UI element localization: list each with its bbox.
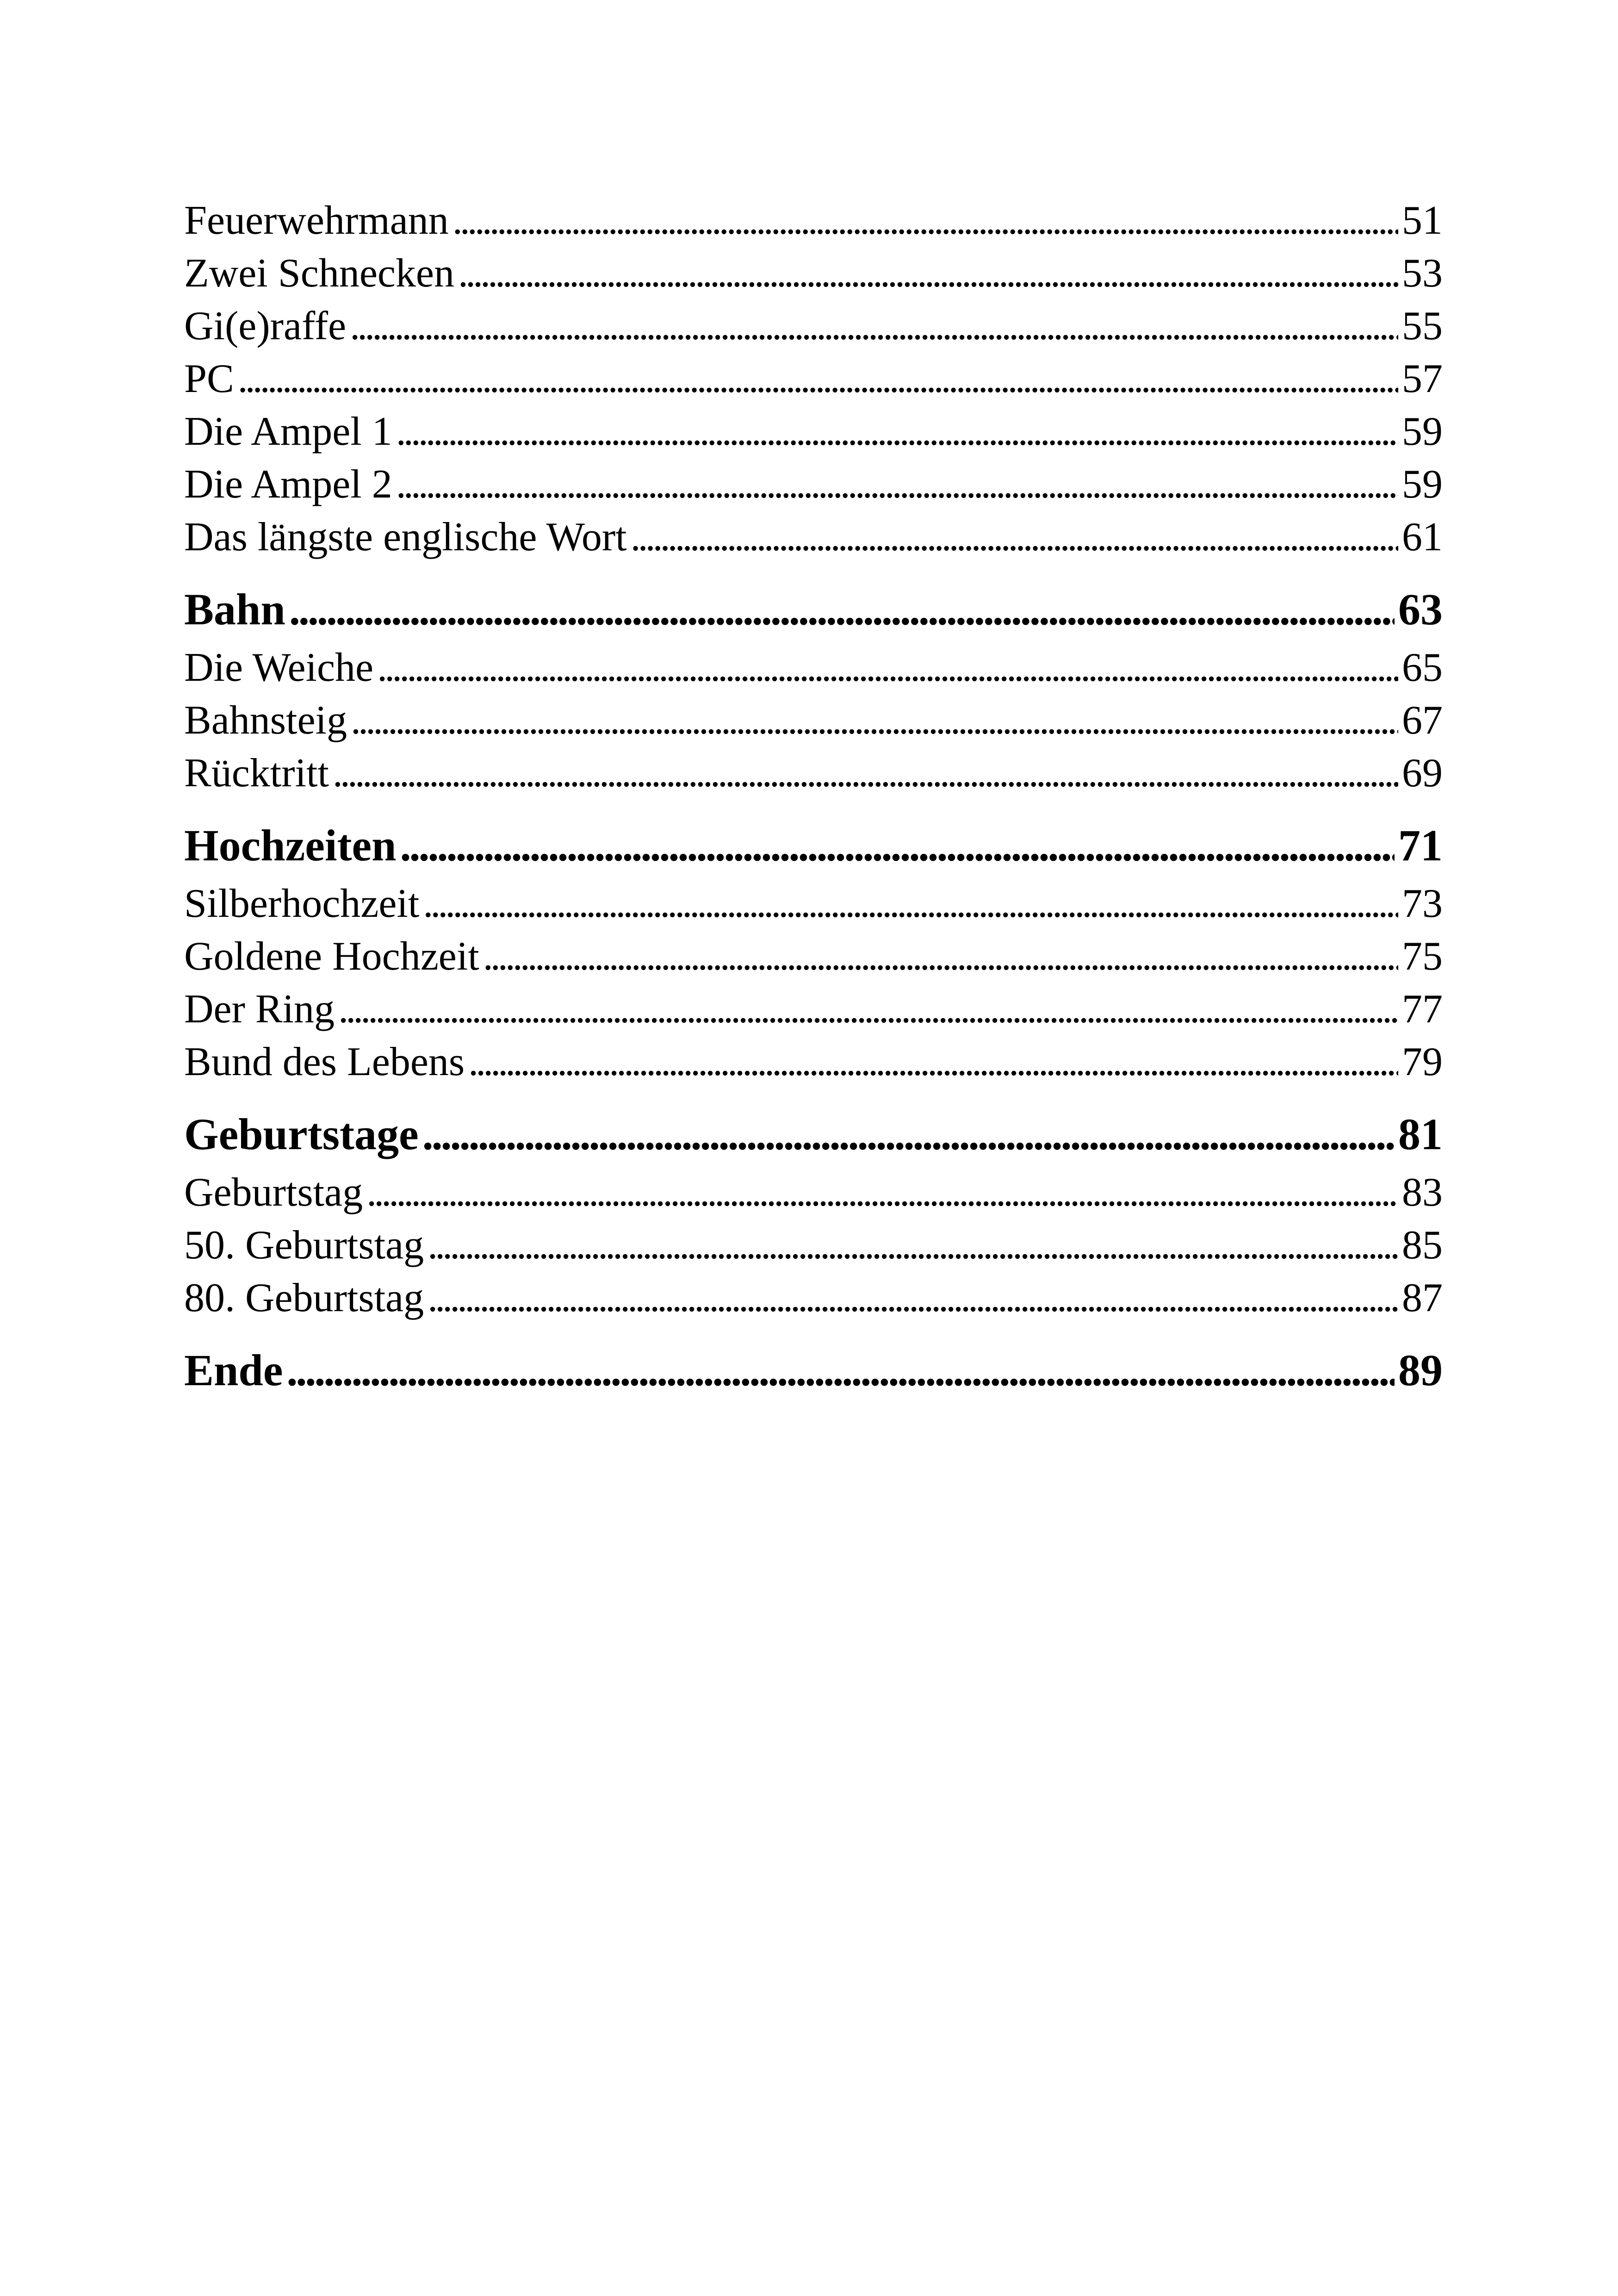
dot-leader bbox=[289, 578, 1395, 641]
toc-entry-title: Silberhochzeit bbox=[184, 881, 420, 926]
toc-entry-title: Bund des Lebens bbox=[184, 1039, 465, 1084]
toc-entry[interactable] bbox=[184, 511, 1443, 564]
toc-section-title: Bahn bbox=[184, 585, 285, 634]
toc-entry-title: Das längste englische Wort bbox=[184, 515, 627, 560]
toc-entry[interactable] bbox=[184, 247, 1443, 300]
toc-entry-page: 67 bbox=[1402, 698, 1443, 743]
toc-entry[interactable] bbox=[184, 1036, 1443, 1089]
toc-group bbox=[184, 814, 1443, 1089]
toc-section-title: Hochzeiten bbox=[184, 821, 397, 870]
dot-leader bbox=[468, 1036, 1398, 1089]
dot-leader bbox=[338, 983, 1398, 1036]
toc-entry[interactable] bbox=[184, 983, 1443, 1036]
dot-leader bbox=[351, 694, 1398, 747]
toc-entry[interactable] bbox=[184, 641, 1443, 694]
toc-entry[interactable] bbox=[184, 694, 1443, 747]
dot-leader bbox=[350, 300, 1398, 353]
dot-leader bbox=[396, 405, 1398, 458]
toc-entry-title: Rücktritt bbox=[184, 751, 329, 796]
toc-entry[interactable] bbox=[184, 747, 1443, 800]
toc-entry-title: 50. Geburtstag bbox=[184, 1223, 424, 1268]
toc-entry-title: 80. Geburtstag bbox=[184, 1276, 424, 1320]
toc-section-page: 89 bbox=[1398, 1345, 1443, 1395]
toc-entry-page: 59 bbox=[1402, 462, 1443, 507]
toc-entry-page: 87 bbox=[1402, 1276, 1443, 1320]
toc-entry-title: Bahnsteig bbox=[184, 698, 347, 743]
toc-section-heading[interactable] bbox=[184, 1338, 1443, 1402]
toc-entry-title: Die Ampel 2 bbox=[184, 462, 392, 507]
toc-entry[interactable] bbox=[184, 353, 1443, 405]
dot-leader bbox=[396, 458, 1398, 511]
toc-entry[interactable] bbox=[184, 1166, 1443, 1219]
toc-entry-page: 59 bbox=[1402, 409, 1443, 454]
toc-entry-page: 73 bbox=[1402, 881, 1443, 926]
toc-group bbox=[184, 1102, 1443, 1325]
toc-entry-page: 57 bbox=[1402, 356, 1443, 401]
toc-section-page: 71 bbox=[1398, 821, 1443, 870]
toc-entry-page: 79 bbox=[1402, 1039, 1443, 1084]
dot-leader bbox=[333, 747, 1398, 800]
toc-entry-title: Die Ampel 1 bbox=[184, 409, 392, 454]
toc-entry-page: 55 bbox=[1402, 304, 1443, 348]
toc-entry-title: Gi(e)raffe bbox=[184, 304, 347, 348]
toc-entry-page: 83 bbox=[1402, 1170, 1443, 1215]
toc-section-page: 81 bbox=[1398, 1109, 1443, 1159]
toc-entry-title: Der Ring bbox=[184, 987, 335, 1032]
dot-leader bbox=[286, 1338, 1395, 1402]
dot-leader bbox=[238, 353, 1398, 405]
toc-entry-title: Die Weiche bbox=[184, 645, 374, 690]
toc-entry[interactable] bbox=[184, 405, 1443, 458]
toc-entry[interactable] bbox=[184, 458, 1443, 511]
toc-entry-title: Goldene Hochzeit bbox=[184, 934, 479, 979]
dot-leader bbox=[428, 1219, 1398, 1272]
toc-entry[interactable] bbox=[184, 1219, 1443, 1272]
toc-group bbox=[184, 194, 1443, 564]
toc-entry-page: 75 bbox=[1402, 934, 1443, 979]
dot-leader bbox=[458, 247, 1398, 300]
dot-leader bbox=[453, 194, 1398, 247]
toc-entry-title: Zwei Schnecken bbox=[184, 251, 454, 296]
toc-entry-page: 69 bbox=[1402, 751, 1443, 796]
toc-section-title: Ende bbox=[184, 1345, 283, 1395]
toc-entry-page: 61 bbox=[1402, 515, 1443, 560]
toc-entry[interactable] bbox=[184, 300, 1443, 353]
dot-leader bbox=[422, 1102, 1395, 1166]
toc-entry-page: 77 bbox=[1402, 987, 1443, 1032]
toc-section-heading[interactable] bbox=[184, 578, 1443, 641]
toc-entry[interactable] bbox=[184, 1272, 1443, 1325]
toc-entry-page: 65 bbox=[1402, 645, 1443, 690]
toc-entry-page: 85 bbox=[1402, 1223, 1443, 1268]
toc-group bbox=[184, 578, 1443, 800]
toc-entry[interactable] bbox=[184, 877, 1443, 930]
toc-entry-title: PC bbox=[184, 356, 234, 401]
toc-entry[interactable] bbox=[184, 194, 1443, 247]
toc-entry-page: 53 bbox=[1402, 251, 1443, 296]
toc-section-heading[interactable] bbox=[184, 814, 1443, 877]
dot-leader bbox=[423, 877, 1398, 930]
dot-leader bbox=[428, 1272, 1398, 1325]
toc-entry-title: Feuerwehrmann bbox=[184, 198, 449, 243]
dot-leader bbox=[631, 511, 1398, 564]
dot-leader bbox=[377, 641, 1398, 694]
toc-group bbox=[184, 1338, 1443, 1402]
dot-leader bbox=[400, 814, 1395, 877]
toc-section-title: Geburtstage bbox=[184, 1109, 419, 1159]
dot-leader bbox=[366, 1166, 1398, 1219]
toc-entry[interactable] bbox=[184, 930, 1443, 983]
toc-entry-title: Geburtstag bbox=[184, 1170, 363, 1215]
table-of-contents bbox=[184, 194, 1443, 1402]
dot-leader bbox=[483, 930, 1398, 983]
toc-section-heading[interactable] bbox=[184, 1102, 1443, 1166]
toc-entry-page: 51 bbox=[1402, 198, 1443, 243]
toc-section-page: 63 bbox=[1398, 585, 1443, 634]
